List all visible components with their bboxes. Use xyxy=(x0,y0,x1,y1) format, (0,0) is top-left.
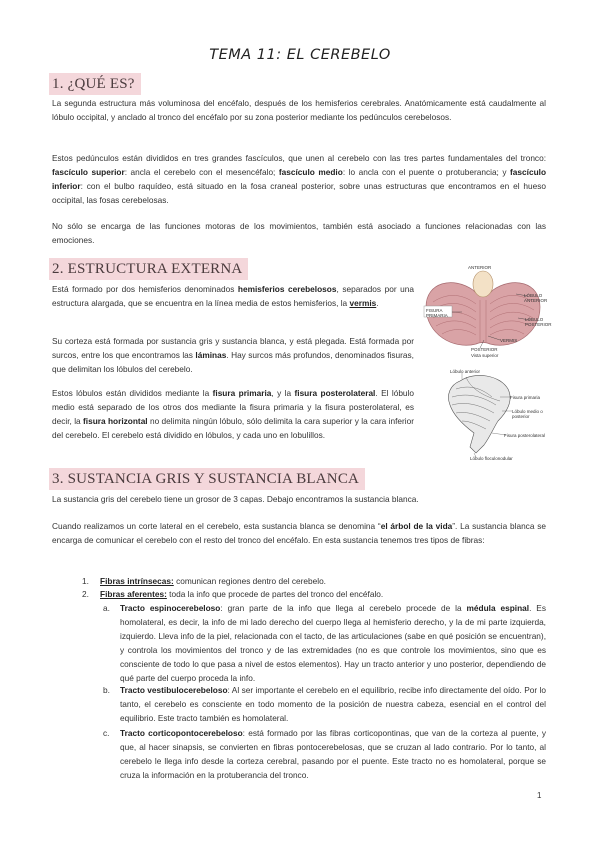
paragraph: La segunda estructura más voluminosa del encéfalo, después de los hemisferios cerebrales. Anatómicamente está caudalmente al lóbulo occipital, y anclado al tronco del encéfalo por su zona posterior mediante los pedúnculos cerebelosos. xyxy=(52,98,546,122)
bold-term: fisura posterolateral xyxy=(294,388,376,398)
figure-label: LÓBULO POSTERIOR xyxy=(525,317,552,327)
figure-label: Fisura posterolateral xyxy=(504,433,546,438)
paragraph: Estos lóbulos están divididos mediante la fisura primaria, y la fisura posterolateral. El lóbulo medio está separado de los otros dos mediante la fisura primaria y la fisura posterolateral, es decir, la fisura horizontal no delimita ningún lóbulo, sólo delimita la cara superior y la cara inferior del cerebelo. El cerebelo está dividido en lóbulos, y cada uno en lobulillos. xyxy=(52,388,415,440)
bold-term: el árbol de la vida xyxy=(380,521,453,531)
section-heading-que-es: 1. ¿QUÉ ES? xyxy=(49,73,141,95)
figure-label: Lóbulo medio o posterior xyxy=(512,409,543,419)
paragraph: La sustancia gris del cerebelo tiene un grosor de 3 capas. Debajo encontramos la sustancia blanca. xyxy=(52,494,419,504)
cerebellum-superior-view-figure xyxy=(418,262,552,362)
cerebellum-lobes-figure xyxy=(440,367,552,463)
page-number: 1 xyxy=(537,791,542,800)
figure-label: Lóbulo floculonodular xyxy=(470,456,513,461)
figure-label: ANTERIOR xyxy=(468,265,492,270)
bold-term: hemisferios cerebelosos xyxy=(237,284,337,294)
bold-term: fascículo medio xyxy=(278,167,343,177)
figure-label: VERMIS xyxy=(500,338,518,343)
figure-label: POSTERIOR xyxy=(471,347,498,352)
section-heading-sustancia-gris-blanca: 3. SUSTANCIA GRIS Y SUSTANCIA BLANCA xyxy=(49,468,365,490)
page-title: TEMA 11: EL CEREBELO xyxy=(209,47,391,63)
list-item: Tracto espinocerebeloso: gran parte de la info que llega al cerebelo procede de la médula espinal. Es homolateral, es decir, la info de mi lado derecho del cuerpo llega al hemisferio derecho, y la de mi parte izquierda, izquierdo. Lleva info de la piel, relacionada con el tacto, de las articulaciones (sabe en qué posición se encuentran), y controla los movimientos del tronco y de las extremidades (no es que controle los movimientos, sino que es consciente de todo lo que pasa a nivel de estos elementos). Hay un tracto anterior y uno posterior, dependiendo de qué parte del cuerpo proceda la info. xyxy=(120,603,546,683)
list-item: Tracto vestibulocerebeloso: Al ser importante el cerebelo en el equilibrio, recibe info directamente del oído. Por lo tanto, el cerebelo es consciente en todo momento de la posición de nuestra cabeza, esencial en el control del equilibrio. Este tracto también es homolateral. xyxy=(120,685,546,723)
bold-term: vermis xyxy=(349,298,377,308)
list-marker: 2. xyxy=(82,589,89,599)
bold-term: fisura primaria xyxy=(212,388,272,398)
bold-term: fascículo inferior xyxy=(52,167,547,191)
list-marker: b. xyxy=(103,685,110,695)
list-item: Fibras aferentes: toda la info que procede de partes del tronco del encéfalo. xyxy=(100,589,384,599)
paragraph: Su corteza está formada por sustancia gris y sustancia blanca, y está plegada. Está formada por surcos, entre los que encontramos las láminas. Hay surcos más profundos, denominados fisuras, que delimitan los lóbulos del cerebelo. xyxy=(52,336,414,374)
paragraph: No sólo se encarga de las funciones motoras de los movimientos, también está asociado a funciones relacionadas con las emociones. xyxy=(52,221,546,245)
bold-term: fisura horizontal xyxy=(83,416,148,426)
figure-label: LÓBULO ANTERIOR xyxy=(524,293,548,303)
figure-label: FISURA PRIMARIA xyxy=(426,308,448,318)
list-item: Fibras intrínsecas: comunican regiones dentro del cerebelo. xyxy=(100,576,326,586)
paragraph: Cuando realizamos un corte lateral en el cerebelo, esta sustancia blanca se denomina “el árbol de la vida”. La sustancia blanca se encarga de comunicar el cerebelo con el resto del tronco del encéfalo. En esta sustancia tenemos tres tipos de fibras: xyxy=(52,521,547,545)
list-marker: c. xyxy=(103,728,110,738)
paragraph: Está formado por dos hemisferios denominados hemisferios cerebelosos, separados por una estructura alargada, que se encuentra en la línea media de estos hemisferios, la vermis. xyxy=(52,284,414,308)
figure-label: Vista superior xyxy=(471,353,499,358)
list-item: Tracto corticopontocerebeloso: está formado por las fibras corticopontinas, que van de la corteza al puente, y que, al hacer sinapsis, se convierten en fibras pontocerebelosas, que se cruzan al lado contrario. Por lo tanto, al cerebelo le llega info desde la corteza cerebral, pasando por el puente. Este tracto no es homolateral, porque se cruza la información en la protuberancia del tronco. xyxy=(120,728,546,780)
list-marker: 1. xyxy=(82,576,89,586)
section-heading-estructura-externa: 2. ESTRUCTURA EXTERNA xyxy=(49,258,248,280)
figure-label: Lóbulo anterior xyxy=(450,369,481,374)
figure-label: Fisura primaria xyxy=(510,395,541,400)
bold-term: fascículo superior xyxy=(52,167,125,177)
bold-term: láminas xyxy=(195,350,227,360)
paragraph: Estos pedúnculos están divididos en tres grandes fascículos, que unen al cerebelo con las tres partes fundamentales del tronco: fascículo superior: ancla el cerebelo con el mesencéfalo; fascículo medio: lo ancla con el puente o protuberancia; y fascículo inferior: con el bulbo raquídeo, está situado en la fosa craneal posterior, sobre unas estructuras que encontramos en el hueso occipital, las fosas cerebelosas. xyxy=(52,153,547,205)
list-marker: a. xyxy=(103,603,110,613)
